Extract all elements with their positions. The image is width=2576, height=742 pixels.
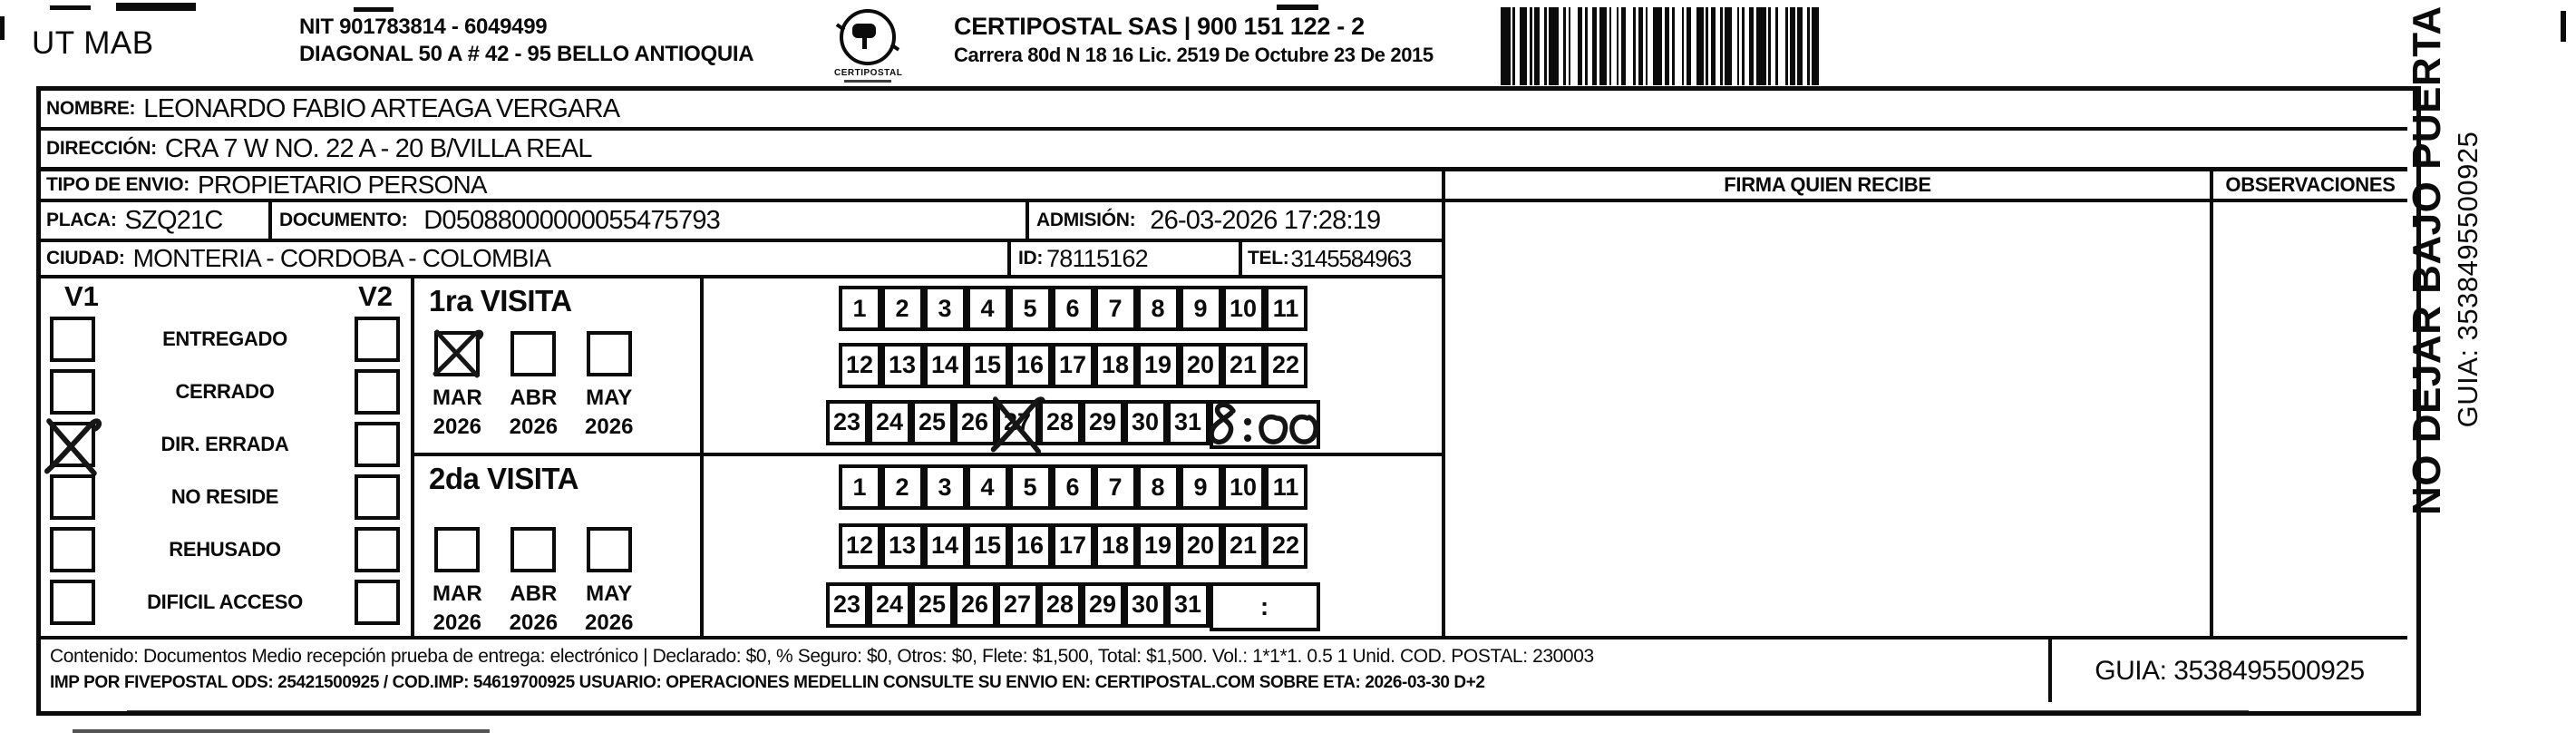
- form-table: [36, 86, 2421, 716]
- month-label: MAR: [433, 386, 482, 410]
- status-panel: [41, 278, 411, 636]
- day-cell: 8: [1137, 286, 1180, 331]
- day-cell: 16: [1009, 523, 1052, 569]
- direccion-label: DIRECCIÓN:: [46, 138, 157, 159]
- month-checkbox: [510, 527, 556, 572]
- status-row: [50, 474, 400, 520]
- ciudad-label: CIUDAD:: [46, 248, 125, 268]
- v1-checkbox: [50, 474, 95, 520]
- visit-1-panel: [414, 278, 700, 453]
- day-cell: 1: [839, 464, 881, 510]
- direccion-value: CRA 7 W NO. 22 A - 20 B/VILLA REAL: [164, 133, 592, 163]
- day-cell: 9: [1180, 464, 1222, 510]
- day-cell: 20: [1180, 523, 1222, 569]
- status-option-label: NO RESIDE: [170, 485, 279, 508]
- day-cell: 4: [967, 464, 1009, 510]
- day-cell: 17: [1052, 523, 1094, 569]
- visit-2-day-grid: [704, 456, 1442, 639]
- month-option: [585, 331, 633, 440]
- day-cell: 15: [967, 523, 1009, 569]
- month-label: ABR: [510, 386, 558, 410]
- visit-1-title: 1ra VISITA: [429, 284, 572, 317]
- status-row: [50, 369, 400, 415]
- month-year: 2026: [585, 415, 634, 439]
- v1-header: V1: [64, 280, 99, 312]
- day-cell: 7: [1094, 464, 1137, 510]
- handwritten-x-mark: [41, 415, 102, 480]
- day-cell: 24: [869, 400, 911, 445]
- client-code: UT MAB: [32, 25, 154, 61]
- scan-mark: [354, 7, 394, 12]
- day-cell: 22: [1265, 523, 1307, 569]
- nombre-value: LEONARDO FABIO ARTEAGA VERGARA: [143, 93, 620, 123]
- v2-checkbox: [355, 317, 400, 362]
- v2-header: V2: [358, 280, 393, 312]
- month-checkbox: [434, 331, 480, 376]
- day-cell: 15: [967, 343, 1009, 388]
- footer-line-2: IMP POR FIVEPOSTAL ODS: 25421500925 / COD.IMP: 54619700925 USUARIO: OPERACIONES MEDELLIN CONSULTE SU ENVIO EN: CERTIPOSTAL.COM SOBRE ETA: 2026-03-30 D+2: [50, 673, 1485, 692]
- month-year: 2026: [509, 610, 559, 635]
- scan-mark: [50, 5, 91, 10]
- logo-caption: CERTIPOSTAL: [834, 68, 903, 78]
- month-label: MAR: [433, 581, 482, 606]
- status-rows: [41, 313, 411, 625]
- barcode-space: [1626, 7, 1633, 85]
- day-cell: 12: [839, 343, 881, 388]
- day-cell: 2: [881, 286, 924, 331]
- nombre-label: NOMBRE:: [46, 98, 136, 119]
- sender-address: DIAGONAL 50 A # 42 - 95 BELLO ANTIOQUIA: [299, 42, 754, 66]
- month-option: [585, 527, 633, 636]
- month-checkbox: [510, 331, 556, 376]
- status-row: [50, 527, 400, 572]
- day-cell: 14: [924, 343, 967, 388]
- barcode-space: [1570, 7, 1578, 85]
- day-cell: 28: [1039, 582, 1082, 628]
- day-cell: 20: [1180, 343, 1222, 388]
- day-grid-row: [826, 286, 1320, 331]
- status-row: [50, 317, 400, 362]
- status-row: [50, 580, 400, 625]
- day-cell: 19: [1137, 343, 1180, 388]
- certipostal-logo-icon: [834, 9, 901, 83]
- barcode-bar: [1812, 7, 1819, 85]
- day-cell: 21: [1222, 343, 1265, 388]
- admision-value: 26-03-2026 17:28:19: [1150, 205, 1381, 235]
- day-cell: 5: [1009, 286, 1052, 331]
- day-cell: 26: [954, 582, 996, 628]
- side-guia-text: GUIA: 3538495500925: [2452, 131, 2484, 428]
- month-checkbox: [587, 331, 632, 376]
- day-cell: 4: [967, 286, 1009, 331]
- company-name: CERTIPOSTAL SAS | 900 151 122 - 2: [954, 13, 1365, 40]
- day-cell: 27: [996, 582, 1039, 628]
- day-cell: 18: [1094, 343, 1137, 388]
- company-address: Carrera 80d N 18 16 Lic. 2519 De Octubre 23 De 2015: [954, 44, 1434, 66]
- day-cell: 30: [1124, 400, 1167, 445]
- barcode-bar: [1599, 7, 1607, 85]
- status-option-label: DIR. ERRADA: [160, 433, 289, 455]
- month-option: [433, 527, 482, 636]
- v1-checkbox: [50, 422, 95, 467]
- handwritten-x-mark: [987, 393, 1046, 458]
- status-option-label: DIFICIL ACCESO: [147, 591, 303, 613]
- day-cell: 1: [839, 286, 881, 331]
- tipo-envio-value: PROPIETARIO PERSONA: [198, 171, 487, 199]
- visit-time-handwritten: [1210, 400, 1320, 449]
- v2-checkbox: [355, 369, 400, 415]
- month-option: [433, 331, 482, 440]
- barcode: [1501, 7, 1824, 85]
- month-label: MAY: [586, 581, 633, 606]
- month-year: 2026: [433, 610, 482, 635]
- day-cell: 5: [1009, 464, 1052, 510]
- day-cell: 17: [1052, 343, 1094, 388]
- v2-checkbox: [355, 527, 400, 572]
- day-cell: 16: [1009, 343, 1052, 388]
- month-option: [510, 527, 558, 636]
- day-cell: 13: [881, 343, 924, 388]
- day-cell: 9: [1180, 286, 1222, 331]
- visit-months: [414, 496, 700, 636]
- barcode-bar: [1756, 7, 1766, 85]
- day-cell: 3: [924, 464, 967, 510]
- logo-circle-icon: [840, 9, 896, 65]
- day-cell: 27: [996, 400, 1039, 445]
- barcode-bar: [1549, 7, 1559, 85]
- barcode-space: [1778, 7, 1785, 85]
- day-cell: 28: [1039, 400, 1082, 445]
- v2-checkbox: [355, 422, 400, 467]
- tel-label: TEL:: [1248, 248, 1289, 268]
- v1-checkbox: [50, 527, 95, 572]
- day-cell: 2: [881, 464, 924, 510]
- day-cell: 11: [1265, 464, 1307, 510]
- day-grid-row: [826, 523, 1320, 569]
- day-cell: 25: [911, 400, 954, 445]
- day-cell: 14: [924, 523, 967, 569]
- day-grid-row: [813, 582, 1333, 631]
- barcode-space: [1675, 7, 1682, 85]
- day-cell: 8: [1137, 464, 1180, 510]
- day-grid-row: [826, 343, 1320, 388]
- placa-value: SZQ21C: [124, 205, 223, 235]
- day-cell: 19: [1137, 523, 1180, 569]
- scan-mark: [2561, 11, 2566, 42]
- visit-time-cell: :: [1210, 582, 1320, 631]
- month-option: [510, 331, 558, 440]
- status-row: [50, 422, 400, 467]
- month-checkbox: [587, 527, 632, 572]
- day-cell: 7: [1094, 286, 1137, 331]
- barcode-bar: [1501, 7, 1511, 85]
- status-option-label: REHUSADO: [169, 538, 281, 561]
- day-cell: 10: [1222, 286, 1265, 331]
- barcode-bar: [1653, 7, 1663, 85]
- month-year: 2026: [509, 415, 559, 439]
- barcode-bar: [1725, 7, 1732, 85]
- day-grid-row: [813, 400, 1333, 449]
- scan-mark: [73, 729, 490, 733]
- barcode-space: [1819, 7, 1823, 85]
- day-cell: 24: [869, 582, 911, 628]
- documento-label: DOCUMENTO:: [279, 210, 408, 230]
- month-year: 2026: [433, 415, 482, 439]
- firma-quien-recibe-header: FIRMA QUIEN RECIBE: [1724, 173, 1931, 196]
- scan-mark: [1277, 5, 1318, 10]
- day-cell: 31: [1167, 400, 1210, 445]
- day-cell: 6: [1052, 464, 1094, 510]
- scan-mark: [0, 16, 5, 40]
- v2-checkbox: [355, 474, 400, 520]
- visit-2-title: 2da VISITA: [429, 462, 578, 495]
- logo-tagline: [844, 80, 891, 83]
- footer-fine-print: [50, 639, 2041, 708]
- tipo-envio-label: TIPO DE ENVIO:: [46, 174, 190, 195]
- visit-1-day-grid: [704, 278, 1442, 456]
- admision-label: ADMISIÓN:: [1036, 210, 1136, 230]
- scan-mark: [116, 3, 196, 11]
- day-cell: 18: [1094, 523, 1137, 569]
- v1-checkbox: [50, 369, 95, 415]
- guia-number-box: GUIA: 3538495500925: [2095, 655, 2365, 686]
- day-cell: 25: [911, 582, 954, 628]
- day-cell: 23: [826, 400, 869, 445]
- sender-nit: NIT 901783814 - 6049499: [299, 15, 548, 39]
- barcode-bar: [1696, 7, 1704, 85]
- v1-checkbox: [50, 317, 95, 362]
- day-cell: 11: [1265, 286, 1307, 331]
- handwritten-x-mark: [430, 327, 484, 381]
- day-cell: 12: [839, 523, 881, 569]
- day-cell: 26: [954, 400, 996, 445]
- tel-value: 3145584963: [1290, 244, 1412, 272]
- month-year: 2026: [585, 610, 634, 635]
- day-cell: 10: [1222, 464, 1265, 510]
- month-label: ABR: [510, 581, 558, 606]
- side-note: [2405, 5, 2513, 524]
- day-cell: 22: [1265, 343, 1307, 388]
- barcode-bar: [1520, 7, 1527, 85]
- day-cell: 21: [1222, 523, 1265, 569]
- v1-checkbox: [50, 580, 95, 625]
- id-value: 78115162: [1046, 244, 1148, 272]
- day-cell: 23: [826, 582, 869, 628]
- day-cell: 30: [1124, 582, 1167, 628]
- v2-checkbox: [355, 580, 400, 625]
- status-option-label: ENTREGADO: [162, 327, 287, 350]
- month-checkbox: [434, 527, 480, 572]
- day-cell: 29: [1082, 400, 1124, 445]
- status-option-label: CERRADO: [175, 380, 275, 403]
- ciudad-value: MONTERIA - CORDOBA - COLOMBIA: [132, 244, 551, 272]
- id-label: ID:: [1018, 248, 1044, 268]
- documento-value: D05088000000055475793: [423, 205, 720, 235]
- no-dejar-bajo-puerta-text: NO DEJAR BAJO PUERTA: [2405, 5, 2449, 515]
- day-cell: 3: [924, 286, 967, 331]
- visit-2-panel: [414, 456, 700, 636]
- placa-label: PLACA:: [46, 210, 117, 230]
- observaciones-header: OBSERVACIONES: [2225, 173, 2396, 196]
- handwritten-time: [1213, 404, 1317, 445]
- day-cell: 13: [881, 523, 924, 569]
- visit-months: [414, 318, 700, 440]
- month-label: MAY: [586, 386, 633, 410]
- footer-line-1: Contenido: Documentos Medio recepción prueba de entrega: electrónico | Declarado: $0, % Seguro: $0, Otros: $0, Flete: $1,500, Total: $1,500. Vol.: 1*1*1. 0.5 1 Unid. COD. POSTAL: 230003: [50, 646, 1594, 667]
- day-grid-row: [826, 464, 1320, 510]
- day-cell: 6: [1052, 286, 1094, 331]
- day-cell: 31: [1167, 582, 1210, 628]
- day-cell: 29: [1082, 582, 1124, 628]
